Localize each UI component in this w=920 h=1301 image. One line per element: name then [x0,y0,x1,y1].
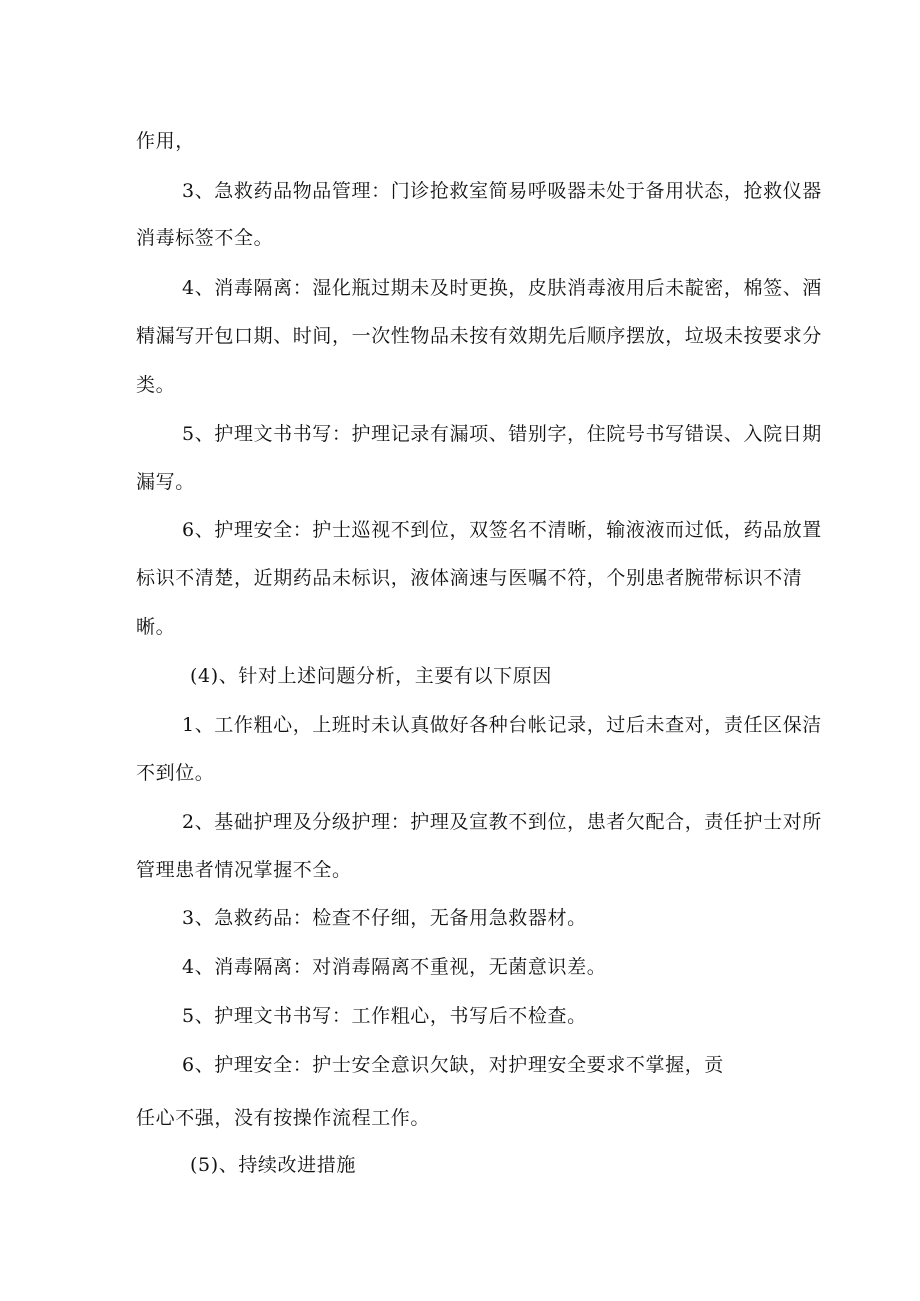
text-line-10: 标识不清楚，近期药品未标识，液体滴速与医嘱不符，个别患者腕带标识不清 [136,567,803,589]
text-line-17: 3、急救药品：检查不仔细，无备用急救器材。 [182,907,587,929]
text-line-2: 3、急救药品物品管理：门诊抢救室简易呼吸器未处于备用状态，抢救仪器 [182,180,822,202]
text-line-16: 管理患者情况掌握不全。 [136,859,352,881]
text-line-13: 1、工作粗心，上班时未认真做好各种台帐记录，过后未查对，责任区保洁 [182,714,822,736]
text-line-3: 消毒标签不全。 [136,227,274,249]
text-line-1: 作用， [136,130,195,152]
text-line-14: 不到位。 [136,762,215,784]
text-line-18: 4、消毒隔离：对消毒隔离不重视，无菌意识差。 [182,956,607,978]
text-line-20: 6、护理安全：护士安全意识欠缺，对护理安全要求不掌握，贡 [182,1054,724,1076]
text-line-15: 2、基础护理及分级护理：护理及宣教不到位，患者欠配合，责任护士对所 [182,811,822,833]
text-line-19: 5、护理文书书写：工作粗心，书写后不检查。 [182,1005,587,1027]
text-line-5: 精漏写开包口期、时间，一次性物品未按有效期先后顺序摆放，垃圾未按要求分 [136,325,823,347]
text-line-4: 4、消毒隔离：湿化瓶过期未及时更换，皮肤消毒液用后未靛密，棉签、酒 [182,277,822,299]
text-line-21: 任心不强，没有按操作流程工作。 [136,1107,431,1129]
text-line-9: 6、护理安全：护士巡视不到位，双签名不清晰，输液液而过低，药品放置 [182,519,822,541]
section-heading-4: (4)、针对上述问题分析，主要有以下原因 [190,665,552,687]
text-line-6: 类。 [136,374,176,396]
section-heading-5: (5)、持续改进措施 [190,1154,356,1176]
text-line-7: 5、护理文书书写：护理记录有漏项、错别字，住院号书写错误、入院日期 [182,423,822,445]
text-line-8: 漏写。 [136,471,195,493]
text-line-11: 晰。 [136,616,176,638]
